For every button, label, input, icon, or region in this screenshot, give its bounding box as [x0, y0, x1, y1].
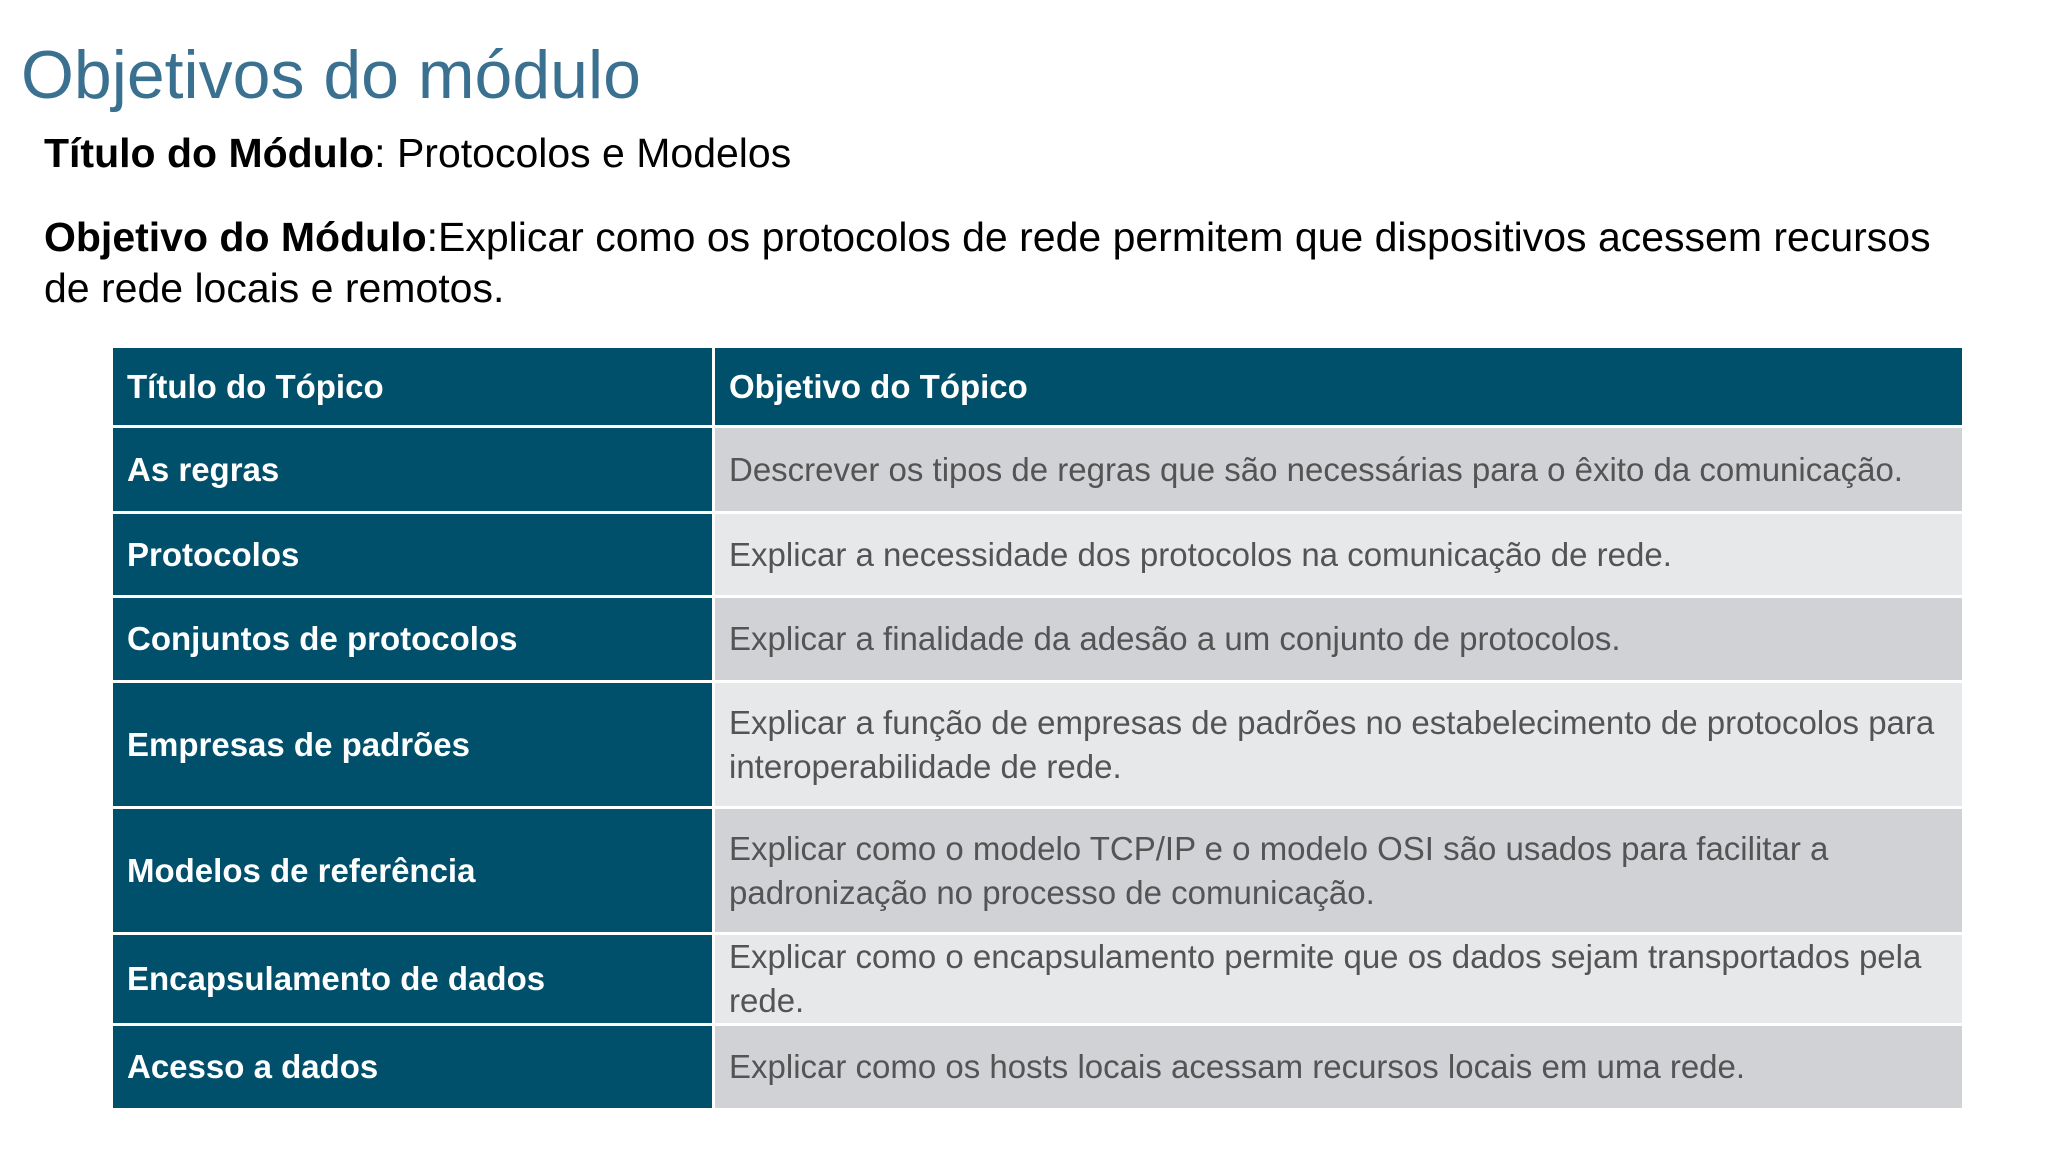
- module-objective-line: [44, 212, 1944, 314]
- module-objective-label: Objetivo do Módulo: [44, 214, 427, 260]
- topic-title-cell: Empresas de padrões: [112, 682, 714, 808]
- column-header-topic-objective: Objetivo do Tópico: [714, 347, 1964, 427]
- topic-objective-cell: Explicar a finalidade da adesão a um conjunto de protocolos.: [714, 597, 1964, 682]
- topic-objective-cell: Explicar como o modelo TCP/IP e o modelo OSI são usados para facilitar a padronização no processo de comunicação.: [714, 808, 1964, 934]
- topic-objective-cell: Descrever os tipos de regras que são necessárias para o êxito da comunicação.: [714, 427, 1964, 513]
- module-title-value: : Protocolos e Modelos: [374, 130, 792, 176]
- topic-objective-cell: Explicar como o encapsulamento permite que os dados sejam transportados pela rede.: [714, 934, 1964, 1025]
- table-row: [112, 427, 1964, 513]
- table-row: [112, 597, 1964, 682]
- topic-title-cell: Encapsulamento de dados: [112, 934, 714, 1025]
- topic-title-cell: As regras: [112, 427, 714, 513]
- column-header-topic-title: Título do Tópico: [112, 347, 714, 427]
- table-header-row: [112, 347, 1964, 427]
- topic-title-cell: Conjuntos de protocolos: [112, 597, 714, 682]
- table-row: [112, 808, 1964, 934]
- table-row: [112, 513, 1964, 597]
- module-title-label: Título do Módulo: [44, 130, 375, 176]
- module-objective-value: :Explicar como os protocolos de rede permitem que dispositivos acessem recursos de rede locais e remotos.: [44, 214, 1931, 311]
- topic-title-cell: Acesso a dados: [112, 1025, 714, 1110]
- topic-title-cell: Protocolos: [112, 513, 714, 597]
- topic-objective-cell: Explicar a necessidade dos protocolos na comunicação de rede.: [714, 513, 1964, 597]
- module-title-line: [44, 128, 1944, 179]
- table-row: [112, 682, 1964, 808]
- topics-table: [110, 345, 1965, 1111]
- page-title: Objetivos do módulo: [21, 37, 641, 113]
- table-row: [112, 934, 1964, 1025]
- topic-objective-cell: Explicar a função de empresas de padrões no estabelecimento de protocolos para interoperabilidade de rede.: [714, 682, 1964, 808]
- table-row: [112, 1025, 1964, 1110]
- topic-objective-cell: Explicar como os hosts locais acessam recursos locais em uma rede.: [714, 1025, 1964, 1110]
- topic-title-cell: Modelos de referência: [112, 808, 714, 934]
